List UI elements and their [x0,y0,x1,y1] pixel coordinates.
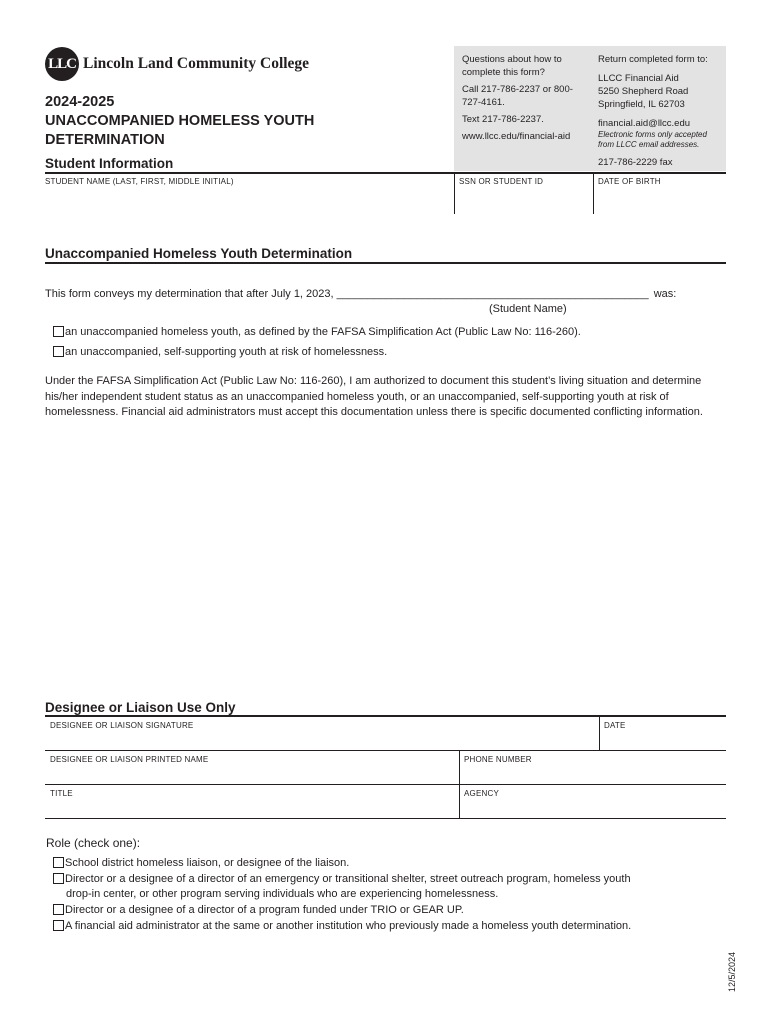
student-name-label: STUDENT NAME (LAST, FIRST, MIDDLE INITIAL) [45,177,234,186]
field-divider [593,172,594,214]
role4-label: A financial aid administrator at the same or another institution who previously made a homeless youth determination. [65,920,632,932]
website-link[interactable]: www.llcc.edu/financial-aid [462,131,571,142]
role-liaison-checkbox[interactable] [53,857,64,868]
printed-name-label: DESIGNEE OR LIAISON PRINTED NAME [50,755,209,764]
role-fa-checkbox[interactable] [53,920,64,931]
dob-field[interactable] [595,188,725,213]
title-label: TITLE [50,789,73,798]
questions-heading: Questions about how to complete this form? [462,54,562,78]
role2-continuation: drop-in center, or other program serving individuals who are experiencing homelessness. [66,888,499,900]
role-trio-checkbox[interactable] [53,904,64,915]
option1-label: an unaccompanied homeless youth, as defined by the FAFSA Simplification Act (Public Law No: 116-260). [65,326,581,338]
role-shelter-checkbox[interactable] [53,873,64,884]
questions-column [462,53,590,147]
role3-label: Director or a designee of a director of a program funded under TRIO or GEAR UP. [65,904,464,916]
date-label: DATE [604,721,626,730]
determination-heading: Unaccompanied Homeless Youth Determination [45,246,353,261]
determination-intro-line [45,287,676,303]
student-name-blank[interactable]: ___________________________________________________ [336,288,649,300]
role2-label: Director or a designee of a director of an emergency or transitional shelter, street outreach program, homeless youth [65,873,631,885]
revision-date: 12/5/2024 [727,951,737,992]
return-column [598,53,722,169]
email-note: Electronic forms only accepted from LLCC email addresses. [598,130,707,149]
role1-label: School district homeless liaison, or designee of the liaison. [65,857,350,869]
student-info-heading: Student Information [45,156,174,171]
printed-name-field[interactable] [46,766,458,783]
text-number: Text 217-786-2237. [462,114,544,125]
field-divider [454,172,455,214]
dob-label: DATE OF BIRTH [598,177,661,186]
designee-heading: Designee or Liaison Use Only [45,700,236,715]
title-field[interactable] [46,800,458,817]
form-title-year: 2024-2025 [45,94,115,110]
address-line3: Springfield, IL 62703 [598,99,685,110]
field-divider [599,715,600,750]
determination-rule [45,262,726,264]
address-line2: 5250 Shepherd Road [598,86,689,97]
role-fa-administrator [53,920,631,932]
form-title [45,93,314,150]
option2-label: an unaccompanied, self-supporting youth at risk of homelessness. [65,346,388,358]
phone-field[interactable] [461,766,725,783]
address-line1: LLCC Financial Aid [598,73,679,84]
ssn-label: SSN OR STUDENT ID [459,177,544,186]
call-numbers: Call 217-786-2237 or 800-727-4161. [462,84,573,108]
date-field[interactable] [601,732,725,749]
email-link[interactable]: financial.aid@llcc.edu [598,118,691,129]
row-rule [45,784,726,785]
signature-label: DESIGNEE OR LIAISON SIGNATURE [50,721,194,730]
signature-field[interactable] [46,732,598,749]
option-at-risk-youth [53,346,387,358]
student-info-rule [45,172,726,174]
homeless-youth-checkbox[interactable] [53,326,64,337]
form-title-line2: UNACCOMPANIED HOMELESS YOUTH [45,113,315,129]
role-trio-director [53,904,464,916]
llc-logo-icon: LLC [45,47,79,81]
intro-text: This form conveys my determination that after July 1, 2023, [45,288,334,300]
role-liaison [53,857,349,869]
contact-info-box [454,46,726,171]
option-homeless-youth [53,326,581,338]
role-heading: Role (check one): [46,836,141,850]
form-title-line3: DETERMINATION [45,132,165,148]
ssn-field[interactable] [456,188,592,213]
agency-label: AGENCY [464,789,499,798]
authorization-paragraph: Under the FAFSA Simplification Act (Public Law No: 116-260), I am authorized to document this student’s living situation and determine his/her independent student status as an unaccompanied homeless youth, or an unaccompanied, self-supporting youth at risk of homelessness. Financial aid administrators must accept this documentation unless there is specific documented conflicting information. [45,375,703,418]
role-shelter-director [53,873,631,885]
designee-rule [45,715,726,717]
student-name-field[interactable] [45,188,453,213]
row-rule [45,750,726,751]
student-name-caption: (Student Name) [489,303,567,315]
college-logo [45,47,309,81]
agency-field[interactable] [461,800,725,817]
college-name: Lincoln Land Community College [83,55,310,72]
return-heading: Return completed form to: [598,54,708,65]
fax-number: 217-786-2229 fax [598,157,673,168]
at-risk-youth-checkbox[interactable] [53,346,64,357]
was-text: was: [653,288,677,300]
phone-label: PHONE NUMBER [464,755,532,764]
row-rule [45,818,726,819]
